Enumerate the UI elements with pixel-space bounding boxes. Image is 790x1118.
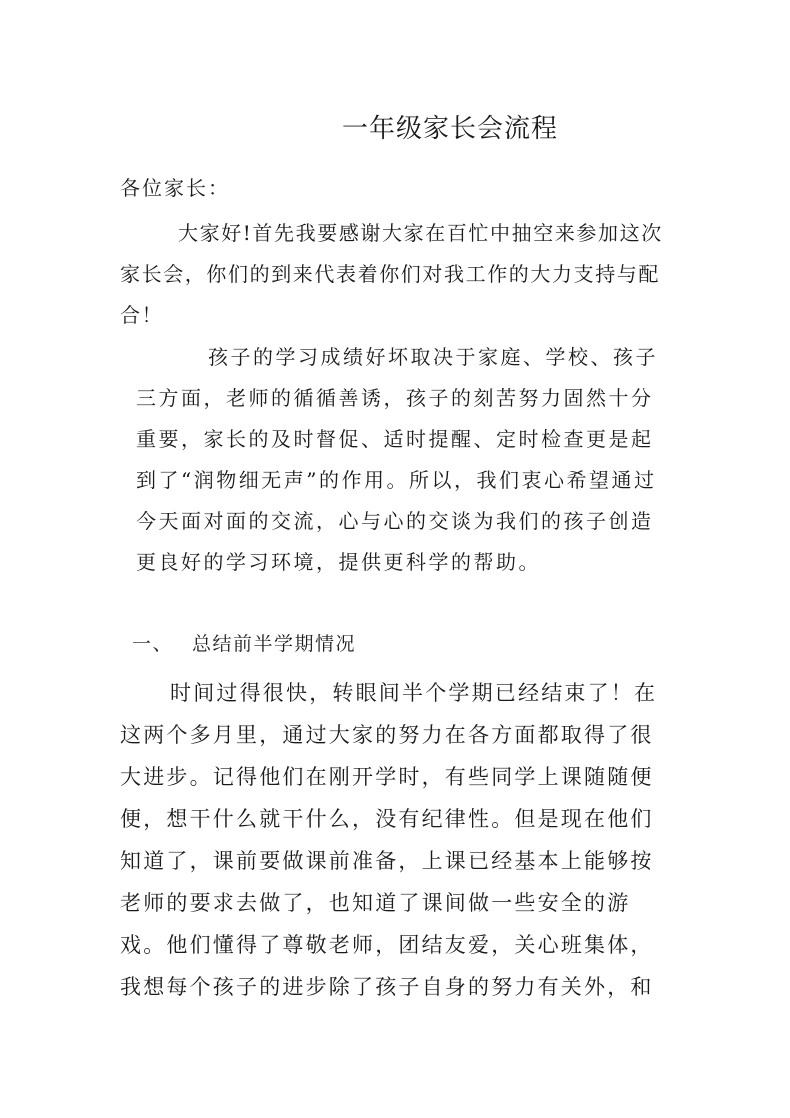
section-heading-text: 总结前半学期情况 [192,633,357,655]
intro-paragraph: 大家好!首先我要感谢大家在百忙中抽空来参加这次家长会，你们的到来代表着你们对我工作的大力支持与配合！ [120,221,663,327]
second-paragraph: 孩子的学习成绩好坏取决于家庭、学校、孩子三方面，老师的循循善诱，孩子的刻苦努力固然十分重要，家长的及时督促、适时提醒、定时检查更是起到了“润物细无声”的作用。所以，我们衷心希望通过今天面对面的交流，心与心的交谈为我们的孩子创造更良好的学习环境，提供更科学的帮助。 [136,345,658,574]
section-heading [132,629,356,656]
section-body-paragraph: 时间过得很快，转眼间半个学期已经结束了！在这两个多月里，通过大家的努力在各方面都取得了很大进步。记得他们在刚开学时，有些同学上课随随便便，想干什么就干什么，没有纪律性。但是现在他们知道了，课前要做课前准备，上课已经基本上能够按老师的要求去做了，也知道了课间做一些安全的游戏。他们懂得了尊敬老师，团结友爱，关心班集体，我想每个孩子的进步除了孩子自身的努力有关外，和 [120,681,658,999]
section-number: 一、 [132,633,174,655]
document-title: 一年级家长会流程 [341,114,558,144]
salutation: 各位家长： [120,176,230,200]
